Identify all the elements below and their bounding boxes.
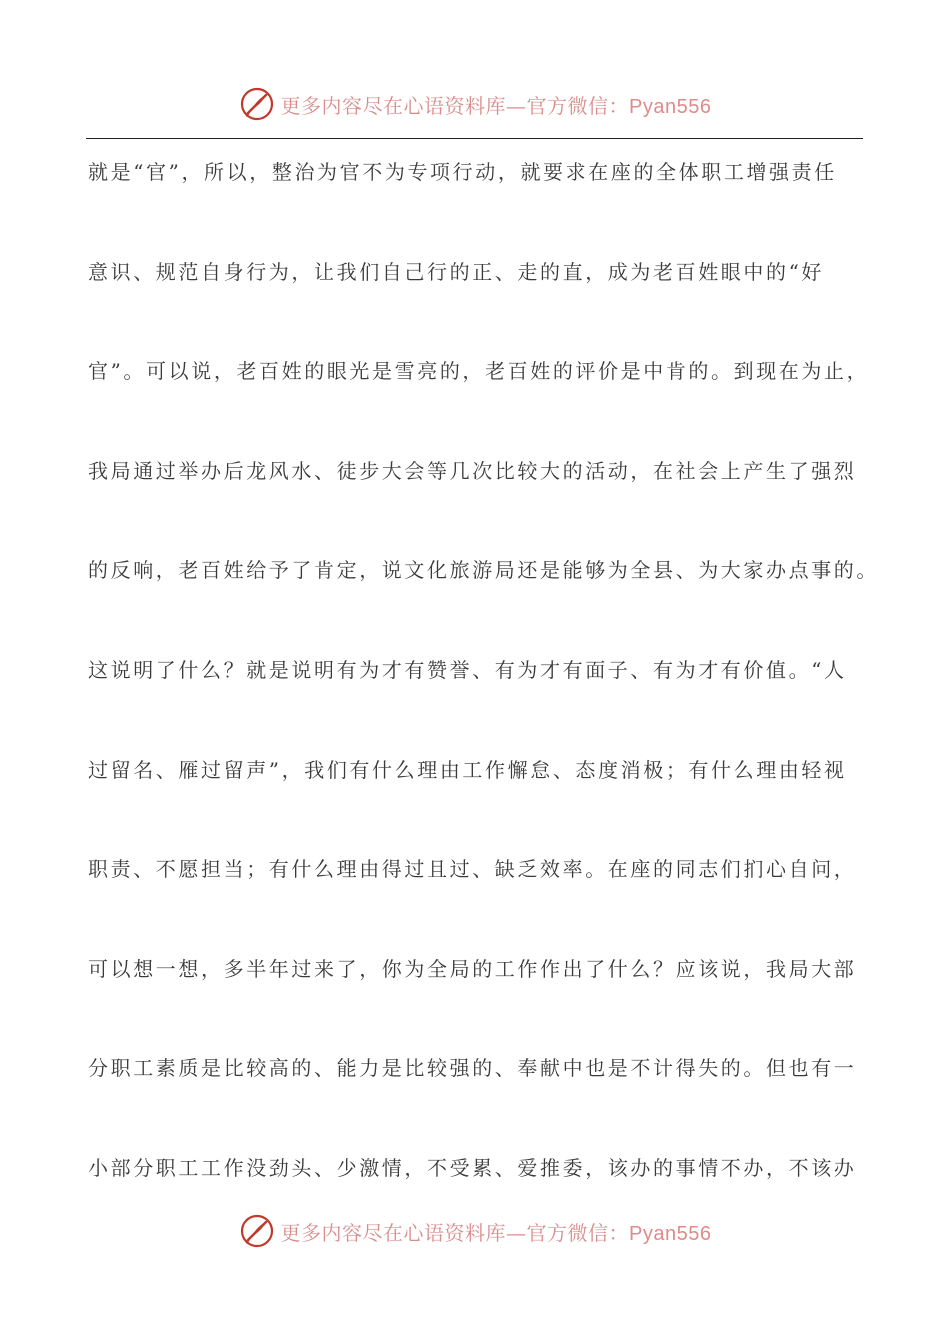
header-banner-handle: Pyan556 xyxy=(629,95,712,118)
paragraph-line: 就是“官”，所以，整治为官不为专项行动，就要求在座的全体职工增强责任 xyxy=(88,160,837,184)
paragraph-line: 分职工素质是比较高的、能力是比较强的、奉献中也是不计得失的。但也有一 xyxy=(88,1056,857,1081)
paragraph-line: 的反响，老百姓给予了肯定，说文化旅游局还是能够为全县、为大家办点事的。 xyxy=(88,558,879,583)
header-rule xyxy=(86,138,863,139)
paragraph-line: 意识、规范自身行为，让我们自己行的正、走的直，成为老百姓眼中的“好 xyxy=(88,259,825,284)
paragraph-line: 职责、不愿担当；有什么理由得过且过、缺乏效率。在座的同志们扪心自问， xyxy=(88,857,857,882)
paragraph-line: 这说明了什么？就是说明有为才有赞誉、有为才有面子、有为才有价值。“人 xyxy=(88,657,847,682)
footer-banner-label: 更多内容尽在心语资料库—官方微信： xyxy=(280,1220,630,1245)
paragraph-line: 可以想一想，多半年过来了，你为全局的工作作出了什么？应该说，我局大部 xyxy=(88,956,857,981)
document-body xyxy=(88,150,879,1246)
header-banner-text xyxy=(281,90,712,119)
header-banner xyxy=(0,84,950,124)
footer-banner-handle: Pyan556 xyxy=(629,1222,712,1245)
paragraph-line: 小部分职工工作没劲头、少激情，不受累、爱推委，该办的事情不办，不该办 xyxy=(88,1155,857,1180)
quill-logo-icon xyxy=(239,86,275,122)
header-banner-label: 更多内容尽在心语资料库—官方微信： xyxy=(280,93,630,118)
paragraph-line: 过留名、雁过留声”，我们有什么理由工作懈怠、态度消极；有什么理由轻视 xyxy=(88,757,847,782)
footer-banner xyxy=(0,1211,950,1251)
paragraph-line: 我局通过举办后龙风水、徒步大会等几次比较大的活动，在社会上产生了强烈 xyxy=(88,458,857,483)
footer-banner-text xyxy=(281,1217,712,1246)
paragraph-line: 官”。可以说，老百姓的眼光是雪亮的，老百姓的评价是中肯的。到现在为止， xyxy=(88,359,870,384)
quill-logo-icon xyxy=(239,1213,275,1249)
